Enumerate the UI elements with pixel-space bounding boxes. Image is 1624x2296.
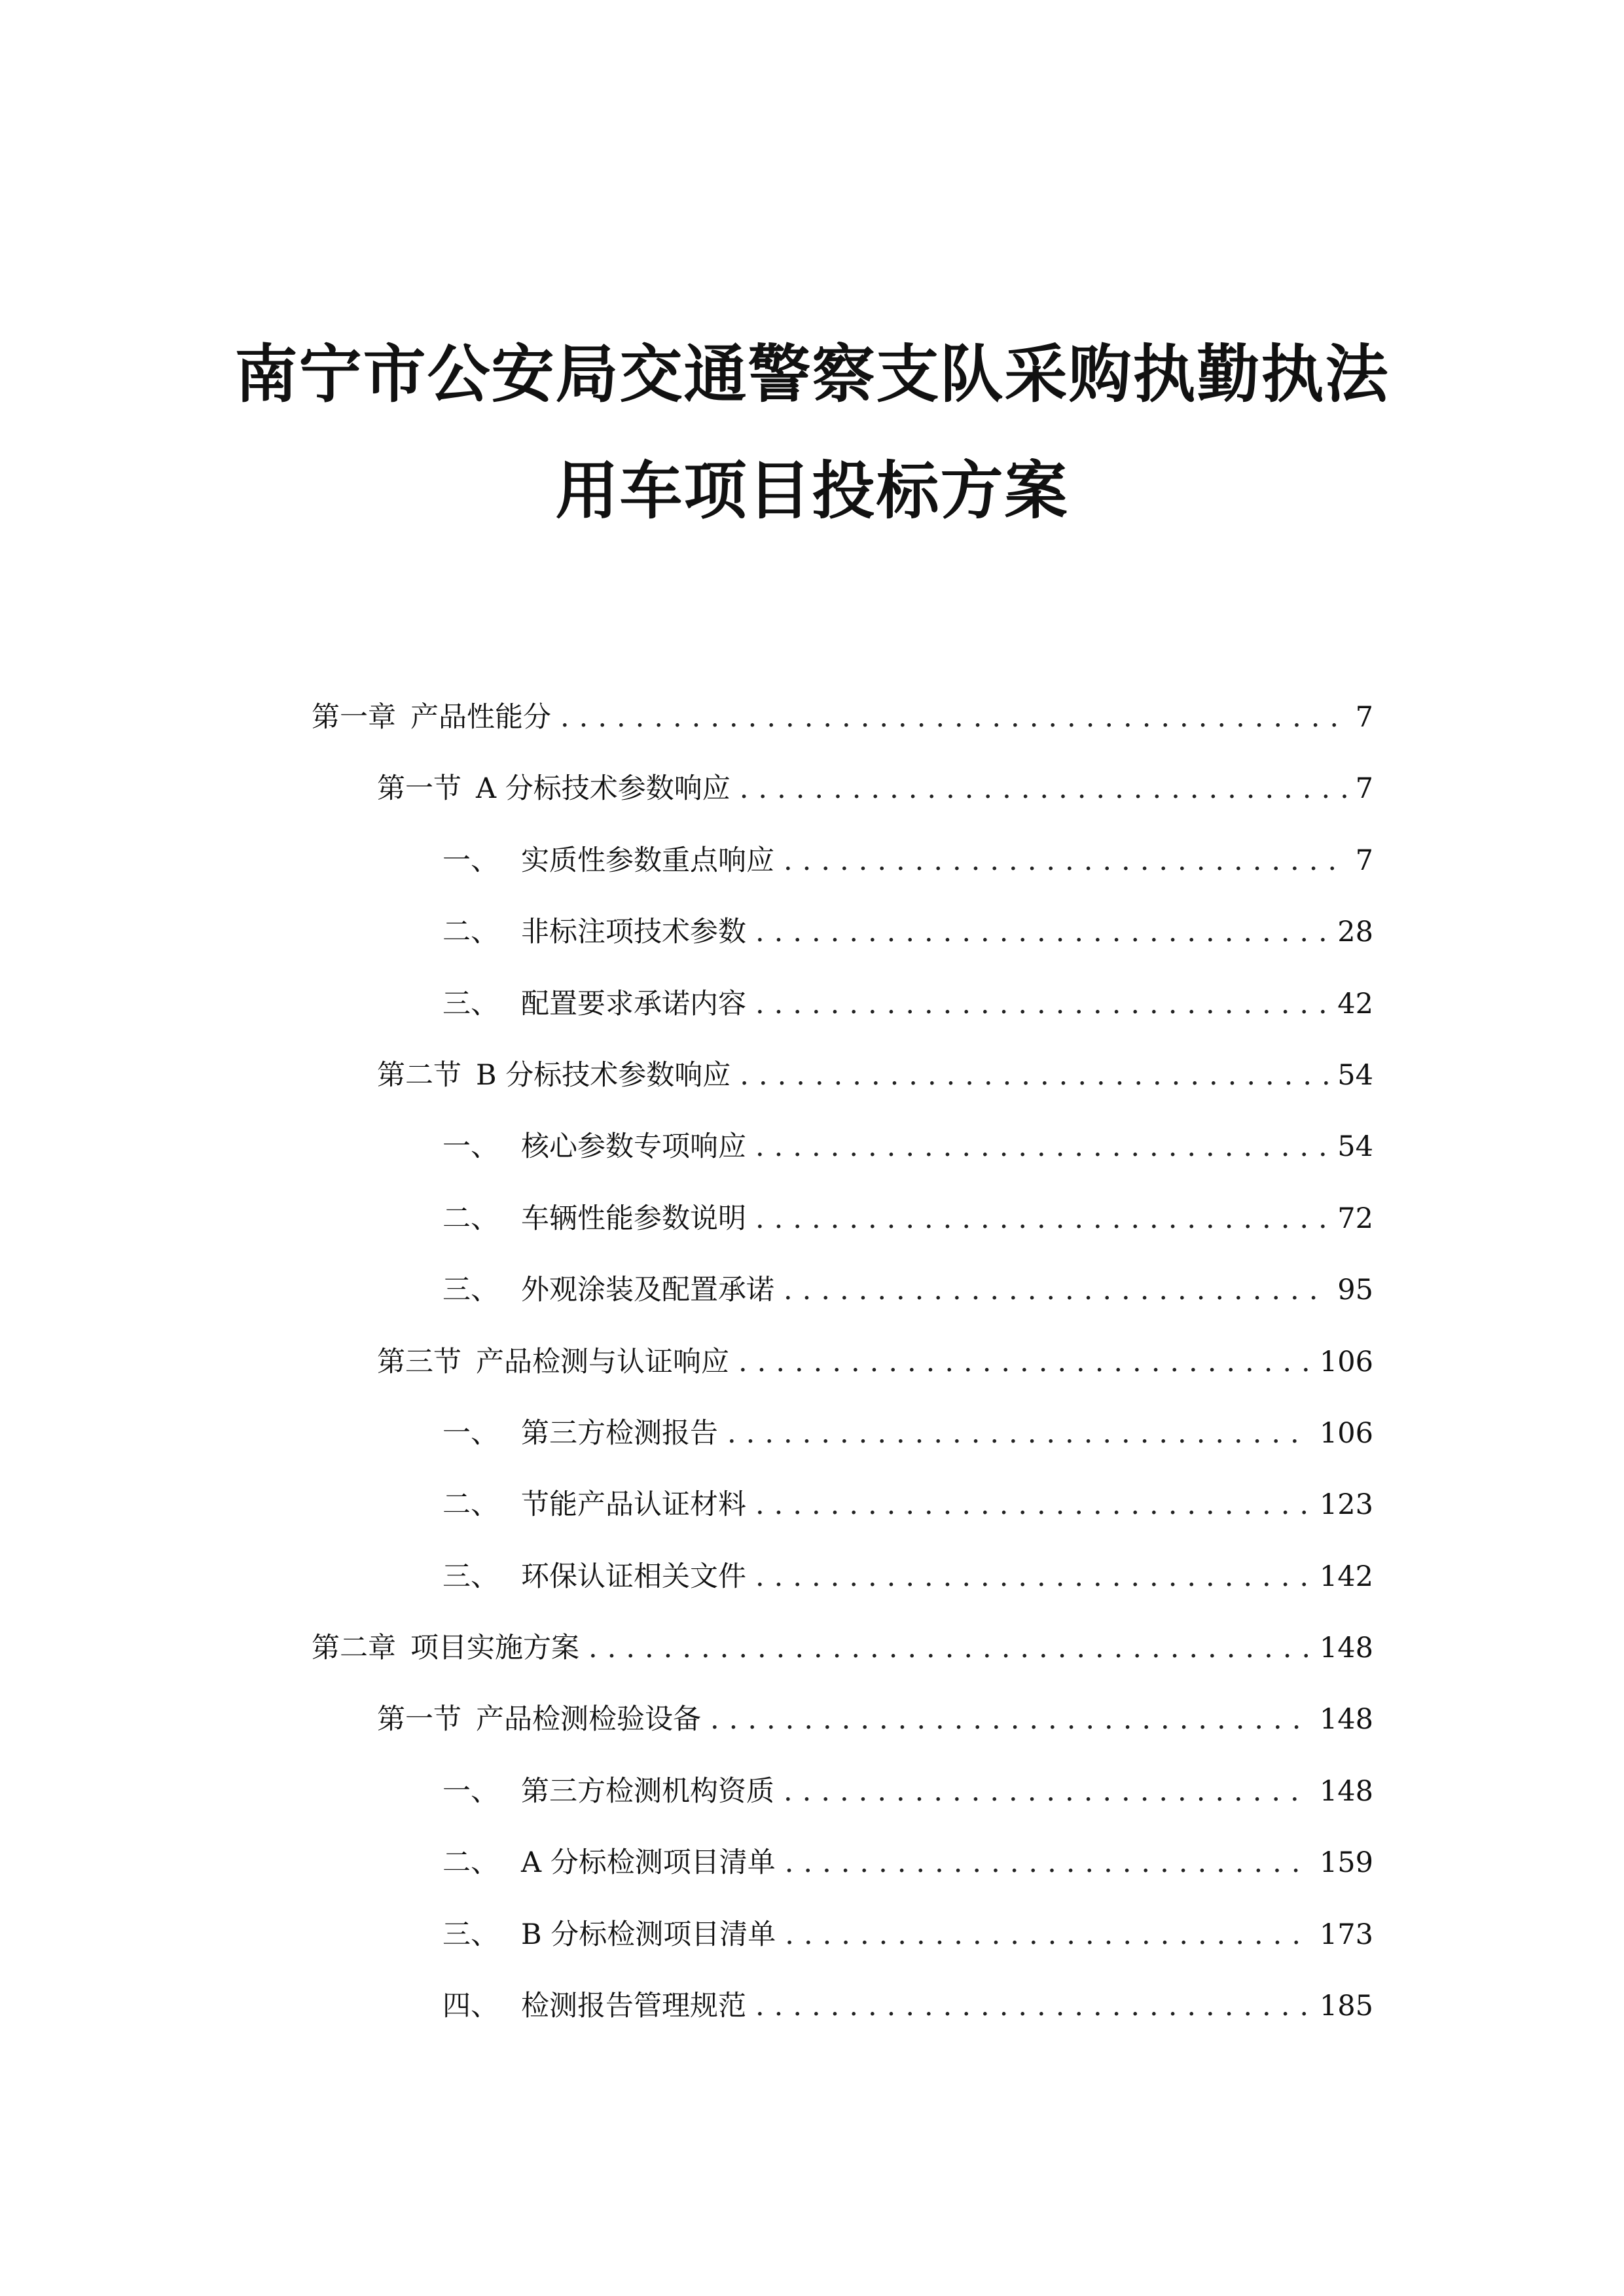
- toc-entry[interactable]: [0, 825, 1624, 897]
- toc-entry-content: [442, 825, 1373, 897]
- toc-entry[interactable]: [0, 1827, 1624, 1899]
- toc-entry[interactable]: [0, 1183, 1624, 1255]
- toc-entry-label: 检测报告管理规范: [521, 1990, 746, 2023]
- toc-entry-number: 一、: [442, 844, 499, 877]
- toc-page-number: 95: [1337, 1274, 1373, 1307]
- toc-entry-content: [377, 1040, 1373, 1111]
- toc-entry-number: 第二节: [377, 1058, 461, 1092]
- toc-entry[interactable]: [0, 1469, 1624, 1541]
- toc-entry[interactable]: [0, 1971, 1624, 2042]
- toc-entry-number: 二、: [442, 916, 499, 949]
- toc-entry-content: [442, 1899, 1373, 1971]
- toc-dot-leader: [740, 753, 1346, 825]
- toc-entry-label: 外观涂装及配置承诺: [521, 1274, 774, 1307]
- toc-entry-number: 三、: [442, 1560, 499, 1593]
- document-title-line-2: 用车项目投标方案: [555, 454, 1069, 528]
- toc-entry[interactable]: [0, 1327, 1624, 1398]
- toc-entry-label: A 分标技术参数响应: [476, 772, 731, 806]
- toc-entry-number: 三、: [442, 1274, 499, 1307]
- toc-entry-content: [442, 1183, 1373, 1255]
- toc-entry[interactable]: [0, 1541, 1624, 1613]
- toc-page-number: 185: [1319, 1990, 1373, 2023]
- toc-dot-leader: [784, 825, 1346, 897]
- toc-entry[interactable]: [0, 969, 1624, 1040]
- toc-entry-number: 一、: [442, 1774, 499, 1808]
- toc-entry-label: 产品检测与认证响应: [476, 1345, 729, 1378]
- toc-entry-number: 第一节: [377, 1703, 461, 1736]
- toc-entry-content: [377, 753, 1373, 825]
- toc-entry-content: [312, 1613, 1373, 1684]
- toc-page-number: 7: [1355, 701, 1373, 734]
- toc-entry[interactable]: [0, 1040, 1624, 1111]
- toc-entry-content: [442, 1398, 1373, 1469]
- toc-dot-leader: [755, 1111, 1328, 1183]
- toc-page-number: 148: [1319, 1774, 1373, 1808]
- toc-page-number: 7: [1355, 772, 1373, 806]
- toc-entry-content: [442, 1111, 1373, 1183]
- toc-entry[interactable]: [0, 1255, 1624, 1326]
- toc-page-number: 54: [1337, 1130, 1373, 1164]
- toc-entry-content: [377, 1684, 1373, 1755]
- toc-entry[interactable]: [0, 1613, 1624, 1684]
- toc-entry[interactable]: [0, 1398, 1624, 1469]
- toc-entry-label: 产品检测检验设备: [476, 1703, 701, 1736]
- toc-entry-content: [442, 897, 1373, 968]
- toc-page-number: 54: [1337, 1058, 1373, 1092]
- toc-page-number: 42: [1337, 987, 1373, 1020]
- toc-page-number: 7: [1355, 844, 1373, 877]
- toc-dot-leader: [755, 969, 1328, 1040]
- toc-page-number: 72: [1337, 1202, 1373, 1235]
- toc-page-number: 173: [1319, 1918, 1373, 1951]
- toc-entry-content: [442, 1756, 1373, 1827]
- toc-page-number: 123: [1319, 1488, 1373, 1522]
- toc-dot-leader: [755, 1469, 1310, 1541]
- toc-entry-content: [442, 969, 1373, 1040]
- toc-entry-label: 核心参数专项响应: [521, 1130, 746, 1164]
- toc-entry-number: 三、: [442, 987, 499, 1020]
- toc-dot-leader: [560, 682, 1346, 753]
- toc-dot-leader: [588, 1613, 1310, 1684]
- toc-entry-label: 环保认证相关文件: [521, 1560, 746, 1593]
- toc-page-number: 106: [1319, 1345, 1373, 1378]
- document-title-line-1: 南宁市公安局交通警察支队采购执勤执法: [234, 338, 1390, 411]
- toc-entry-number: 二、: [442, 1488, 499, 1522]
- toc-entry-label: 配置要求承诺内容: [521, 987, 746, 1020]
- toc-entry-number: 一、: [442, 1130, 499, 1164]
- toc-entry-content: [442, 1971, 1373, 2042]
- toc-page-number: 142: [1319, 1560, 1373, 1593]
- toc-dot-leader: [784, 1756, 1310, 1827]
- toc-entry[interactable]: [0, 897, 1624, 968]
- toc-entry-label: 实质性参数重点响应: [521, 844, 774, 877]
- toc-entry-label: 第三方检测报告: [521, 1416, 718, 1450]
- toc-entry-number: 第一章: [312, 701, 396, 734]
- toc-entry[interactable]: [0, 753, 1624, 825]
- toc-dot-leader: [755, 897, 1328, 968]
- toc-page-number: 148: [1319, 1703, 1373, 1736]
- toc-entry[interactable]: [0, 682, 1624, 753]
- toc-entry-number: 二、: [442, 1846, 499, 1880]
- table-of-contents: [0, 682, 1624, 2042]
- toc-dot-leader: [755, 1971, 1310, 2042]
- toc-dot-leader: [784, 1255, 1328, 1326]
- toc-entry-content: [442, 1541, 1373, 1613]
- toc-dot-leader: [785, 1827, 1310, 1899]
- toc-page-number: 106: [1319, 1416, 1373, 1450]
- toc-entry-number: 三、: [442, 1918, 499, 1951]
- toc-entry-content: [442, 1469, 1373, 1541]
- toc-entry-label: B 分标技术参数响应: [476, 1058, 731, 1092]
- toc-entry-label: 第三方检测机构资质: [521, 1774, 774, 1808]
- toc-entry[interactable]: [0, 1684, 1624, 1755]
- toc-dot-leader: [727, 1398, 1310, 1469]
- toc-entry-number: 第二章: [312, 1632, 396, 1665]
- toc-entry-label: 项目实施方案: [410, 1632, 579, 1665]
- toc-dot-leader: [755, 1183, 1328, 1255]
- toc-entry-label: B 分标检测项目清单: [521, 1918, 776, 1951]
- toc-dot-leader: [710, 1684, 1310, 1755]
- toc-entry-content: [312, 682, 1373, 753]
- toc-entry[interactable]: [0, 1899, 1624, 1971]
- toc-dot-leader: [785, 1899, 1310, 1971]
- toc-entry-number: 一、: [442, 1416, 499, 1450]
- toc-dot-leader: [755, 1541, 1310, 1613]
- toc-dot-leader: [738, 1327, 1310, 1398]
- toc-dot-leader: [740, 1040, 1328, 1111]
- toc-entry-label: 产品性能分: [410, 701, 551, 734]
- toc-page-number: 28: [1337, 916, 1373, 949]
- toc-page-number: 159: [1319, 1846, 1373, 1880]
- toc-entry-number: 第一节: [377, 772, 461, 806]
- toc-entry-content: [442, 1827, 1373, 1899]
- toc-entry[interactable]: [0, 1111, 1624, 1183]
- toc-entry-label: A 分标检测项目清单: [521, 1846, 776, 1880]
- toc-entry-number: 二、: [442, 1202, 499, 1235]
- toc-entry[interactable]: [0, 1756, 1624, 1827]
- toc-entry-label: 非标注项技术参数: [521, 916, 746, 949]
- toc-entry-content: [377, 1327, 1373, 1398]
- toc-entry-number: 第三节: [377, 1345, 461, 1378]
- toc-page-number: 148: [1319, 1632, 1373, 1665]
- toc-entry-number: 四、: [442, 1990, 499, 2023]
- toc-entry-content: [442, 1255, 1373, 1326]
- toc-entry-label: 节能产品认证材料: [521, 1488, 746, 1522]
- toc-entry-label: 车辆性能参数说明: [521, 1202, 746, 1235]
